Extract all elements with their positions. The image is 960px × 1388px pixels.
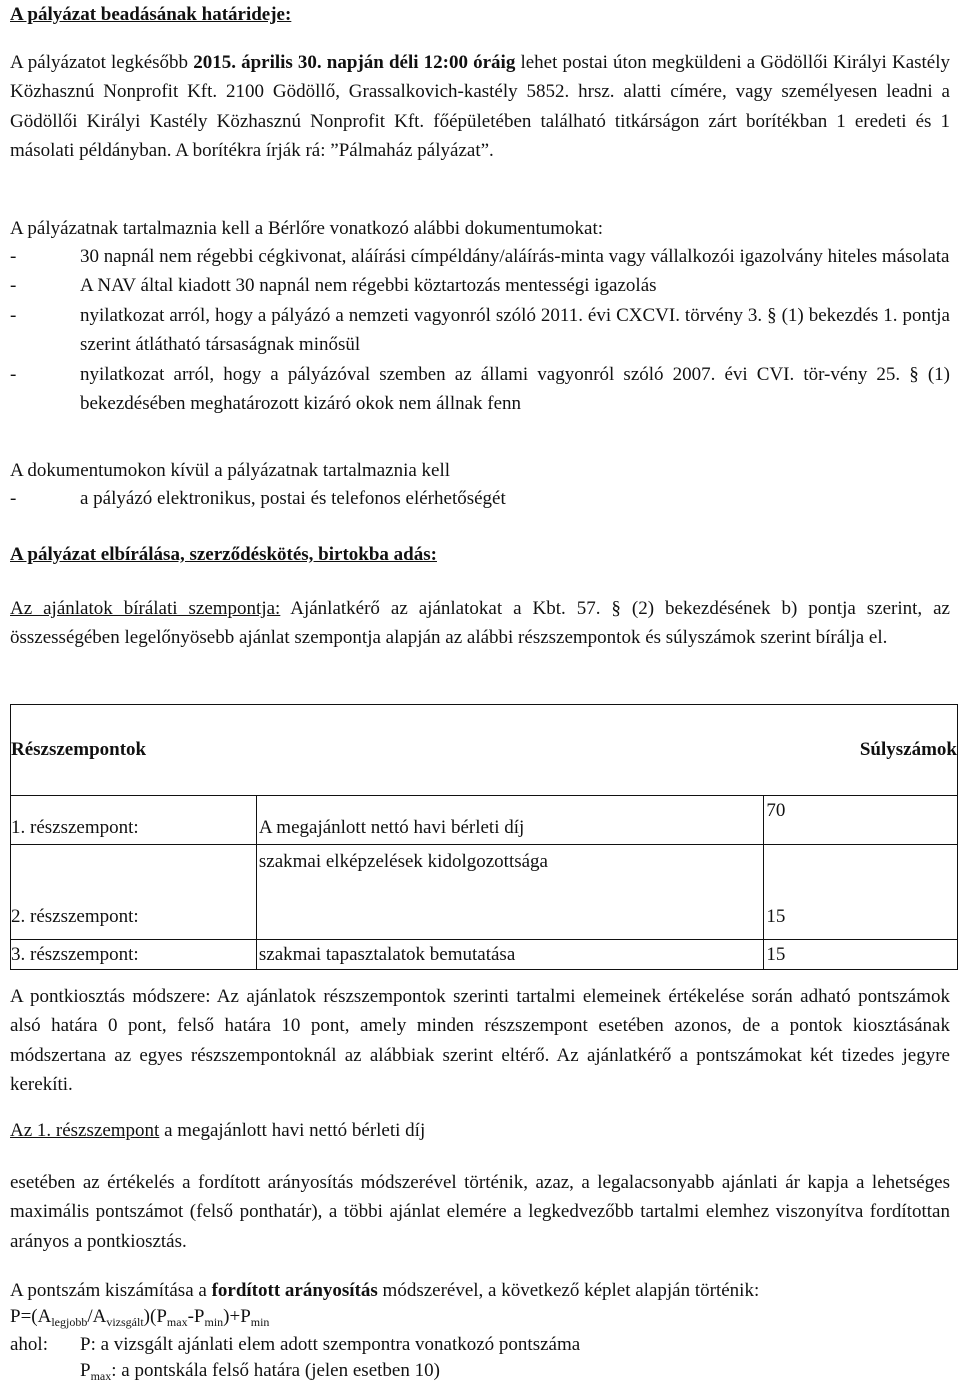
first-criterion-label: Az 1. részszempont <box>10 1120 160 1141</box>
list-item: - a pályázó elektronikus, postai és telefonos elérhetőségét <box>10 488 506 509</box>
list-item: - nyilatkozat arról, hogy a pályázóval szemben az állami vagyonról szóló 2007. évi CVI. tör-vény 25. § (1) bekezdésében meghatározott kizáró okok nem állnak fenn <box>10 363 950 415</box>
evaluation-heading: A pályázat elbírálása, szerződéskötés, birtokba adás: <box>10 544 437 565</box>
reverse-method-paragraph: esetében az értékelés a fordított arányosítás módszerével történik, azaz, a legalacsonyabb ajánlati ár kapja a lehetséges maximális pontszámot (felső ponthatár), a többi ajánlat elemére a legkedvezőbb tartalmi elemhez viszonyítva fordítottan arányos a pontkiosztás. <box>10 1172 950 1252</box>
criteria-label: Az ajánlatok bírálati szempontja: <box>10 598 281 619</box>
calculation-sentence: A pontszám kiszámítása a fordított arányosítás módszerével, a következő képlet alapján történik: <box>10 1280 760 1301</box>
deadline-heading: A pályázat beadásának határideje: <box>10 4 292 25</box>
table-row <box>11 940 958 970</box>
row2-label: 2. részszempont: <box>11 845 257 940</box>
extra-intro: A dokumentumokon kívül a pályázatnak tartalmaznia kell <box>10 460 451 481</box>
formula: $P=(A_{legjobb}/A_{vizsgált})(P_{max}-P_{min})+P_{min}$ <box>10 1306 270 1329</box>
header-weights: Súlyszámok <box>859 739 957 761</box>
row1-label: 1. részszempont: <box>11 796 257 845</box>
formula-where: ahol: <box>10 1334 48 1355</box>
row2-desc: szakmai elképzelések kidolgozottsága <box>256 845 763 940</box>
first-criterion: Az 1. részszempont a megajánlott havi nettó bérleti díj <box>10 1120 426 1141</box>
scoring-method: A pontkiosztás módszere: Az ajánlatok részszempontok szerinti tartalmi elemeinek értékelése során adható pontszámok alsó határa 0 pont, felső határa 10 pont, amely minden részszempont esetében azonos, de a pontok kiosztásának módszertana az egyes részszempontoknál az alábbiak szerint eltérő. Az ajánlatkérő a pontszámokat két tizedes jegyre kerekíti. <box>10 986 950 1096</box>
list-item: - A NAV által kiadott 30 napnál nem régebbi köztartozás mentességi igazolás <box>10 275 657 297</box>
row1-weight: 70 <box>764 796 958 845</box>
deadline-date: 2015. április 30. napján déli 12:00 óráig <box>193 52 516 73</box>
list-item: - 30 napnál nem régebbi cégkivonat, aláírási címpéldány/aláírás-minta vagy vállalkozói igazolvány hiteles másolata <box>10 246 950 267</box>
row3-desc: szakmai tapasztalatok bemutatása <box>256 940 763 970</box>
formula-def-pmax: $P_{max}$: a pontskála felső határa (jelen esetben 10) <box>80 1360 440 1383</box>
row3-weight: 15 <box>764 940 958 970</box>
criteria-table <box>10 704 958 970</box>
formula-def-p: P: a vizsgált ajánlati elem adott szempontra vonatkozó pontszáma <box>80 1334 581 1355</box>
deadline-paragraph: A pályázatot legkésőbb 2015. április 30. napján déli 12:00 óráig lehet postai úton megküldeni a Gödöllői Királyi Kastély Közhasznú Nonprofit Kft. 2100 Gödöllő, Grassalkovich-kastély 5852. hrsz. alatti címére, vagy személyesen leadni a Gödöllői Királyi Kastély Közhasznú Nonprofit Kft. főépületében található titkárságon zárt borítékban 1 eredeti és 1 másolati példányban. A borítékra írják rá: ”Pálmaház pályázat”. <box>10 52 951 162</box>
list-item: - nyilatkozat arról, hogy a pályázó a nemzeti vagyonról szóló 2011. évi CXCVI. törvény 3. § (1) bekezdés 1. pontja szerint átlátható társaságnak minősül <box>10 304 950 356</box>
evaluation-paragraph: Az ajánlatok bírálati szempontja: Ajánlatkérő az ajánlatokat a Kbt. 57. § (2) bekezdésének b) pontja szerint, az összességében legelőnyösebb ajánlat szempontja alapján az alábbi részszempontok és súlyszámok szerint bírálja el. <box>10 598 950 649</box>
table-row <box>11 796 958 845</box>
table-row <box>11 845 958 940</box>
header-subcriteria: Részszempontok <box>11 739 147 761</box>
calc-method-bold: fordított arányosítás <box>211 1280 378 1301</box>
row3-label: 3. részszempont: <box>11 940 257 970</box>
documents-intro: A pályázatnak tartalmaznia kell a Bérlőre vonatkozó alábbi dokumentumokat: <box>10 218 604 239</box>
extra-list <box>10 484 950 513</box>
row1-desc: A megajánlott nettó havi bérleti díj <box>256 796 763 845</box>
documents-list <box>10 242 950 418</box>
row2-weight: 15 <box>764 845 958 940</box>
table-header-row <box>11 705 958 796</box>
